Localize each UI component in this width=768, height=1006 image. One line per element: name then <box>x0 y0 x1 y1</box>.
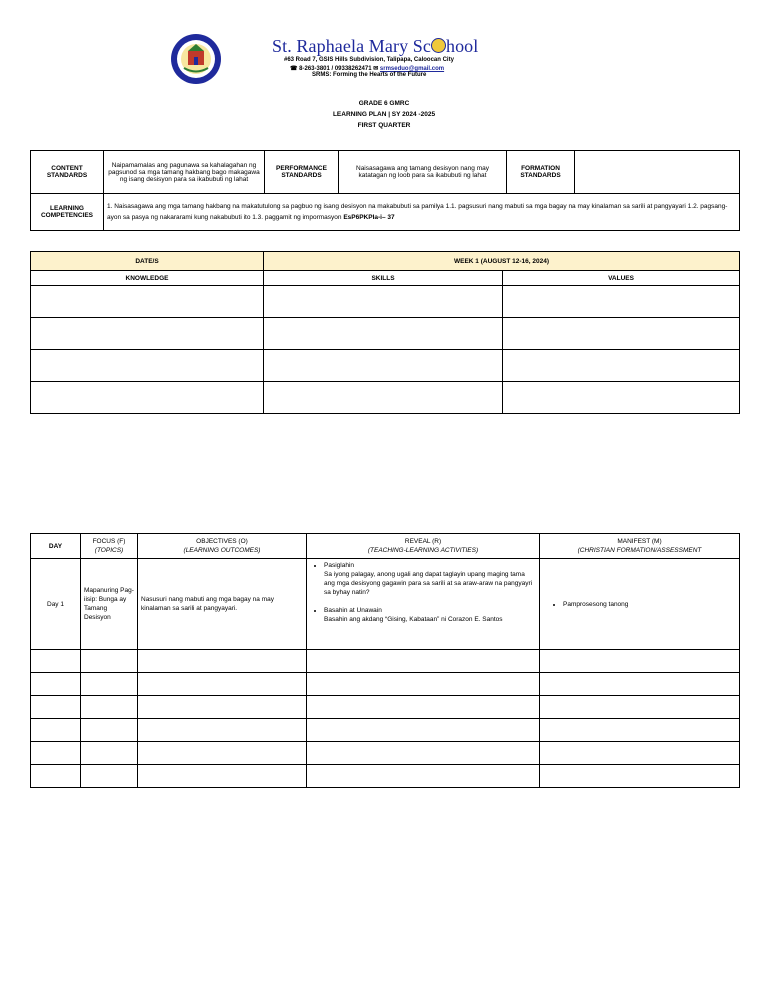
reveal-cell[interactable] <box>307 719 540 742</box>
objective-cell[interactable] <box>138 765 307 788</box>
week-row <box>31 350 740 382</box>
manifest-header: MANIFEST (M) (CHRISTIAN FORMATION/ASSESSMENT <box>540 534 740 559</box>
school-emblem-icon <box>431 38 446 53</box>
manifest-cell[interactable] <box>540 719 740 742</box>
content-standards-text: Naipamamalas ang pagunawa sa kahalagahan ng pagsunod sa mga tamang hakbang bago makagawa ng isang desisyon para sa ikabubuti ng lahat <box>104 151 265 194</box>
school-name: St. Raphaela Mary Sc hool <box>272 36 479 56</box>
day-cell[interactable] <box>31 719 81 742</box>
skills-cell[interactable] <box>264 318 503 350</box>
focus-cell: Mapanuring Pag-iisip: Bunga ay Tamang Desisyon <box>81 559 138 650</box>
day-header: DAY <box>31 534 81 559</box>
knowledge-cell[interactable] <box>31 318 264 350</box>
focus-cell[interactable] <box>81 673 138 696</box>
learning-competencies-text: 1. Naisasagawa ang mga tamang hakbang na makatutulong sa pagbuo ng isang desisyon na makabubuti sa pamilya 1.1. pagsusuri nang mabuti sa mga bagay na may kinalaman sa sarili at pangyayari 1.2. pagsang-ayon sa pasya ng nakararami kung nakabubuti ito 1.3. paggamit ng impormasyon EsP6PKPIa-i– 37 <box>104 194 740 231</box>
objective-cell: Nasusuri nang mabuti ang mga bagay na may kinalaman sa sarili at pangyayari. <box>138 559 307 650</box>
manifest-cell[interactable] <box>540 673 740 696</box>
content-standards-label: CONTENT STANDARDS <box>31 151 104 194</box>
objective-cell[interactable] <box>138 673 307 696</box>
doc-title-quarter: FIRST QUARTER <box>357 122 411 129</box>
knowledge-cell[interactable] <box>31 286 264 318</box>
school-logo <box>168 33 224 85</box>
doc-title-grade: GRADE 6 GMRC <box>358 100 410 107</box>
day-cell[interactable] <box>31 742 81 765</box>
reveal-cell[interactable] <box>307 673 540 696</box>
day-cell[interactable] <box>31 765 81 788</box>
reveal-header: REVEAL (R) (TEACHING-LEARNING ACTIVITIES) <box>307 534 540 559</box>
table-row <box>31 650 740 673</box>
week-row <box>31 382 740 414</box>
manifest-cell[interactable] <box>540 696 740 719</box>
reveal-cell[interactable] <box>307 765 540 788</box>
knowledge-header: KNOWLEDGE <box>31 271 264 286</box>
day-cell[interactable] <box>31 696 81 719</box>
dates-header: DATE/S <box>31 252 264 271</box>
knowledge-cell[interactable] <box>31 350 264 382</box>
values-cell[interactable] <box>503 382 740 414</box>
week-header: WEEK 1 (AUGUST 12-16, 2024) <box>264 252 740 271</box>
table-row <box>31 696 740 719</box>
day-cell: Day 1 <box>31 559 81 650</box>
table-row <box>31 742 740 765</box>
reveal-cell[interactable] <box>307 650 540 673</box>
values-cell[interactable] <box>503 286 740 318</box>
email-link[interactable]: srmseduo@gmail.com <box>379 66 445 72</box>
knowledge-cell[interactable] <box>31 382 264 414</box>
table-row <box>31 765 740 788</box>
focus-cell[interactable] <box>81 650 138 673</box>
manifest-cell[interactable] <box>540 650 740 673</box>
objective-cell[interactable] <box>138 696 307 719</box>
objective-cell[interactable] <box>138 719 307 742</box>
manifest-cell <box>540 559 740 650</box>
reveal-item-basahin: • Basahin at Unawain Basahin ang akdang “Gising, Kabataan” ni Corazon E. Santos <box>324 606 536 624</box>
values-cell[interactable] <box>503 318 740 350</box>
skills-cell[interactable] <box>264 286 503 318</box>
table-row-day-1 <box>31 559 740 650</box>
day-cell[interactable] <box>31 650 81 673</box>
manifest-cell[interactable] <box>540 742 740 765</box>
values-header: VALUES <box>503 271 740 286</box>
reveal-cell[interactable] <box>307 696 540 719</box>
performance-standards-label: PERFORMANCE STANDARDS <box>265 151 339 194</box>
week-row <box>31 286 740 318</box>
reveal-item-pasiglahin: • Pasiglahin Sa iyong palagay, anong ugali ang dapat taglayin upang maging tama ang mga desisyong gagawin para sa sarili at sa araw-araw na pangyayri sa byhay natin? <box>324 561 536 606</box>
manifest-item: • Pamprosesong tanong <box>563 600 736 609</box>
values-cell[interactable] <box>503 350 740 382</box>
reveal-cell <box>307 559 540 650</box>
table-row <box>31 719 740 742</box>
focus-cell[interactable] <box>81 719 138 742</box>
skills-cell[interactable] <box>264 350 503 382</box>
lesson-plan-table <box>30 533 740 788</box>
skills-cell[interactable] <box>264 382 503 414</box>
school-contact: ☎ 8-263-3801 / 09338262471 ✉ srmseduo@gmail.com <box>290 66 445 72</box>
focus-cell[interactable] <box>81 742 138 765</box>
competency-code: EsP6PKPIa-i– 37 <box>343 214 395 221</box>
week-table <box>30 251 740 414</box>
focus-header: FOCUS (F) (TOPICS) <box>81 534 138 559</box>
doc-title-plan: LEARNING PLAN | SY 2024 -2025 <box>332 111 436 118</box>
learning-competencies-label: LEARNING COMPETENCIES <box>31 194 104 231</box>
week-row <box>31 318 740 350</box>
reveal-cell[interactable] <box>307 742 540 765</box>
focus-cell[interactable] <box>81 696 138 719</box>
objective-cell[interactable] <box>138 650 307 673</box>
day-cell[interactable] <box>31 673 81 696</box>
objective-cell[interactable] <box>138 742 307 765</box>
table-row <box>31 673 740 696</box>
school-motto: SRMS: Forming the Hearts of the Future <box>312 72 427 78</box>
objectives-header: OBJECTIVES (O) (LEARNING OUTCOMES) <box>138 534 307 559</box>
manifest-cell[interactable] <box>540 765 740 788</box>
school-address: #63 Road 7, GSIS Hills Subdivision, Talipapa, Caloocan City <box>284 57 454 63</box>
formation-standards-label: FORMATION STANDARDS <box>507 151 575 194</box>
standards-table <box>30 150 740 231</box>
performance-standards-text: Naisasagawa ang tamang desisyon nang may katatagan ng loob para sa ikabubuti ng lahat <box>339 151 507 194</box>
formation-standards-text <box>575 151 740 194</box>
focus-cell[interactable] <box>81 765 138 788</box>
skills-header: SKILLS <box>264 271 503 286</box>
